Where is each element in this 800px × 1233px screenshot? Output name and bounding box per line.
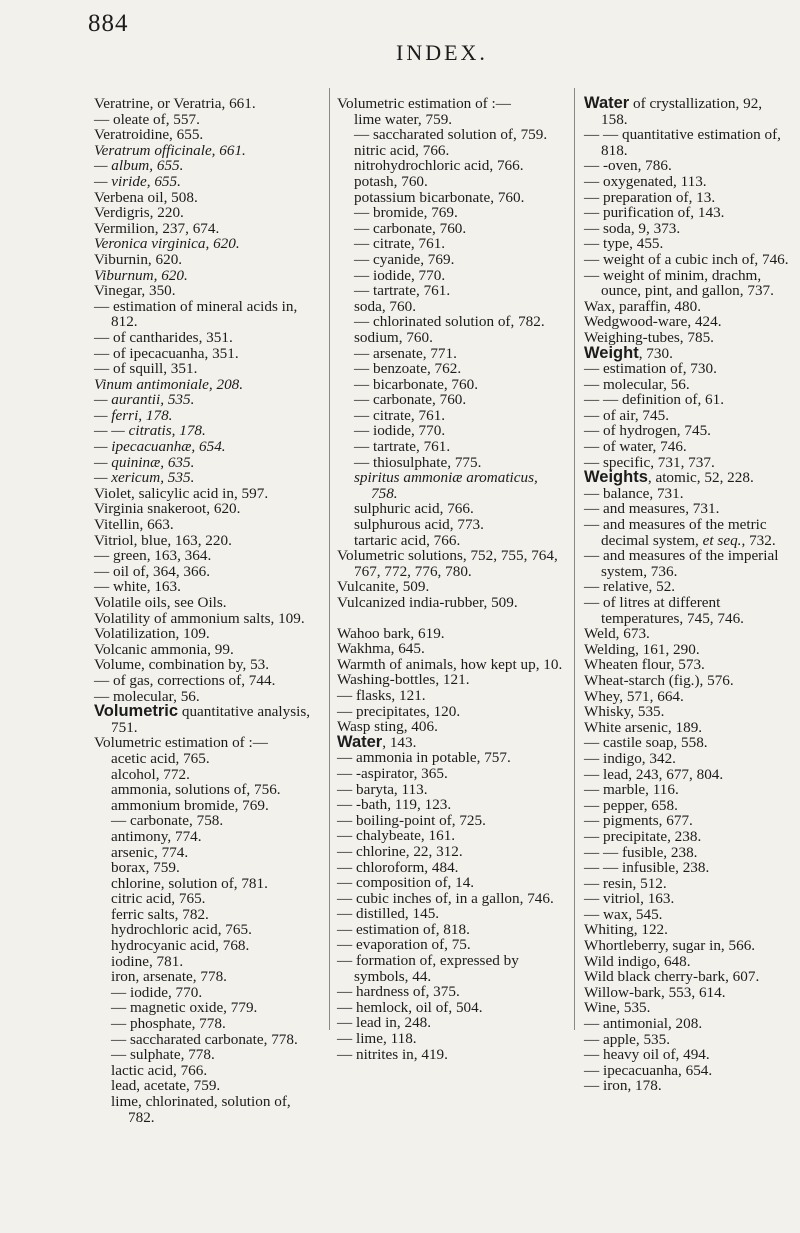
index-column-1 [94,96,320,1125]
index-entry: — weight of minim, drachm, ounce, pint, and gallon, 737. [584,266,774,300]
index-entry: lead, acetate, 759. [111,1077,221,1095]
index-entry: sodium, 760. [354,328,433,346]
index-entry [584,517,792,548]
index-entry: — of air, 745. [584,406,670,424]
index-entry: — oil of, 364, 366. [94,562,211,580]
index-entry: — arsenate, 771. [354,344,457,362]
index-entry: — specific, 731, 737. [584,453,715,471]
index-entry: ammonia, solutions of, 756. [111,781,281,799]
index-entry: — aurantii, 535. [94,391,195,409]
index-entry: Wahoo bark, 619. [337,624,445,642]
index-entry: Vulcanite, 509. [337,578,430,596]
index-entry: nitric acid, 766. [354,141,450,159]
index-entry: — carbonate, 760. [354,391,467,409]
index-entry: Wine, 535. [584,999,651,1017]
index-entry: Washing-bottles, 121. [337,671,470,689]
index-entry: — sulphate, 778. [111,1046,215,1064]
index-entry: — oxygenated, 113. [584,172,707,190]
index-column-2 [337,96,563,1062]
index-entry: — — quantitative estimation of, 818. [584,126,781,159]
index-entry: Volumetric solutions, 752, 755, 764, 767, 772, 776, 780. [337,547,558,580]
index-entry: — castile soap, 558. [584,734,708,752]
index-entry: antimony, 774. [111,827,202,845]
index-entry: Wedgwood-ware, 424. [584,313,722,331]
index-entry: Vermilion, 237, 674. [94,219,220,237]
index-entry: — balance, 731. [584,484,684,502]
index-entry: Virginia snakeroot, 620. [94,500,241,518]
index-entry: spiritus ammoniæ aromaticus, 758. [354,469,538,502]
index-entry: — and measures of the imperial system, 736. [584,547,779,580]
index-entry: Whiting, 122. [584,921,668,939]
index-entry: — ferri, 178. [94,406,173,424]
page-title: INDEX. [396,40,488,65]
index-entry: — formation of, expressed by symbols, 44. [337,952,519,985]
column-divider [329,88,330,1030]
index-entry: — boiling-point of, 725. [337,811,486,829]
entry-text: , 732. [741,531,776,549]
index-entry: — resin, 512. [584,874,667,892]
index-entry: potash, 760. [354,172,428,190]
index-entry: — xericum, 535. [94,469,195,487]
index-entry: Wakhma, 645. [337,640,425,658]
index-entry: — evaporation of, 75. [337,936,471,954]
index-entry: — — citratis, 178. [94,422,206,440]
index-entry: — — definition of, 61. [584,391,725,409]
index-entry: Wax, paraffin, 480. [584,297,702,315]
index-entry: — magnetic oxide, 779. [111,999,258,1017]
index-entry: — tartrate, 761. [354,282,451,300]
index-entry: Warmth of animals, how kept up, 10. [337,655,563,673]
index-entry: lactic acid, 766. [111,1061,208,1079]
index-entry: — relative, 52. [584,578,676,596]
index-entry: Veronica virginica, 620. [94,235,240,253]
index-entry: — antimonial, 208. [584,1015,703,1033]
index-entry: acetic acid, 765. [111,749,210,767]
index-entry: — preparation of, 13. [584,188,716,206]
index-entry: nitrohydrochloric acid, 766. [354,157,524,175]
index-entry: soda, 760. [354,297,417,315]
index-entry: — -oven, 786. [584,157,672,175]
index-entry: — wax, 545. [584,905,663,923]
index-entry: Volume, combination by, 53. [94,656,270,674]
index-entry: Violet, salicylic acid in, 597. [94,484,269,502]
index-entry: Weighing-tubes, 785. [584,328,714,346]
index-entry: — saccharated carbonate, 778. [111,1030,298,1048]
index-entry: — iodide, 770. [354,422,446,440]
index-entry: Willow-bark, 553, 614. [584,983,726,1001]
index-entry: — marble, 116. [584,781,679,799]
index-entry: — hardness of, 375. [337,983,460,1001]
index-entry: — album, 655. [94,157,184,175]
index-entry: — of ipecacuanha, 351. [94,344,239,362]
index-entry: lime, chlorinated, solution of, 782. [111,1093,291,1126]
index-entry: — oleate of, 557. [94,110,200,128]
index-entry: — -bath, 119, 123. [337,796,452,814]
index-entry: — distilled, 145. [337,905,440,923]
index-heading-rest: quantitative analysis, 751. [111,703,311,736]
index-entry: — lead in, 248. [337,1014,432,1032]
index-entry: — citrate, 761. [354,406,446,424]
index-entry: Wild indigo, 648. [584,952,691,970]
index-entry: — flasks, 121. [337,686,426,704]
index-entry: borax, 759. [111,859,180,877]
index-entry: — hemlock, oil of, 504. [337,998,483,1016]
index-entry: — -aspirator, 365. [337,764,448,782]
index-entry: alcohol, 772. [111,765,190,783]
index-entry: White arsenic, 189. [584,718,703,736]
index-heading-rest: , atomic, 52, 228. [647,469,754,487]
index-entry: Veratrum officinale, 661. [94,141,246,159]
index-entry: — viride, 655. [94,172,181,190]
index-entry: — citrate, 761. [354,235,446,253]
index-entry: — ammonia in potable, 757. [337,749,511,767]
index-entry: — lime, 118. [337,1030,417,1048]
index-heading-rest: of crystallization, 92, 158. [601,95,763,128]
index-entry [584,343,792,362]
index-entry: tartaric acid, 766. [354,531,461,549]
index-entry: — green, 163, 364. [94,547,212,565]
index-heading: Water [337,732,383,751]
index-entry: Wild black cherry-bark, 607. [584,968,760,986]
index-entry: — indigo, 342. [584,749,676,767]
index-entry: — chlorine, 22, 312. [337,842,463,860]
index-entry: sulphurous acid, 773. [354,516,484,534]
index-heading: Weight [584,343,639,362]
index-entry [94,704,320,735]
index-entry: — weight of a cubic inch of, 746. [584,250,789,268]
index-entry: — iron, 178. [584,1077,662,1095]
index-entry: — — infusible, 238. [584,859,710,877]
index-entry: Weld, 673. [584,625,650,643]
index-entry: lime water, 759. [354,110,453,128]
index-heading: Water [584,94,630,112]
index-entry: Vitellin, 663. [94,516,174,534]
index-entry: — bicarbonate, 760. [354,375,478,393]
entry-text: — and measures of the metric decimal system, [584,516,767,549]
index-entry: — phosphate, 778. [111,1015,226,1033]
index-entry: — carbonate, 760. [354,219,467,237]
index-entry: — carbonate, 758. [111,812,224,830]
index-entry: — apple, 535. [584,1030,671,1048]
index-entry: Volatility of ammonium salts, 109. [94,609,305,627]
index-entry: — molecular, 56. [94,687,200,705]
page-number: 884 [88,10,129,37]
index-entry: Volatilization, 109. [94,625,210,643]
entry-text-italic: et seq. [702,531,742,549]
index-entry [584,470,792,486]
index-entry: — molecular, 56. [584,375,690,393]
index-entry: potassium bicarbonate, 760. [354,188,525,206]
index-entry: — type, 455. [584,235,664,253]
index-entry: Vinum antimoniale, 208. [94,375,244,393]
index-entry [337,732,563,751]
index-entry: — cyanide, 769. [354,250,455,268]
index-entry: — soda, 9, 373. [584,219,681,237]
index-entry: — tartrate, 761. [354,438,451,456]
index-entry: — quininæ, 635. [94,453,195,471]
index-entry: — cubic inches of, in a gallon, 746. [337,889,554,907]
index-entry: — precipitates, 120. [337,702,461,720]
index-entry: iodine, 781. [111,952,184,970]
index-entry: — ipecacuanha, 654. [584,1061,713,1079]
index-entry: — purification of, 143. [584,204,725,222]
index-entry: hydrochloric acid, 765. [111,921,252,939]
index-entry: Wheat-starch (fig.), 576. [584,671,734,689]
index-entry: — of water, 746. [584,438,687,456]
index-entry: Welding, 161, 290. [584,640,700,658]
index-entry: Volcanic ammonia, 99. [94,640,234,658]
index-entry: — ipecacuanhæ, 654. [94,438,226,456]
index-entry: Vinegar, 350. [94,282,176,300]
index-entry: — saccharated solution of, 759. [354,126,548,144]
index-entry: Viburnum, 620. [94,266,188,284]
index-heading: Weights [584,468,648,487]
index-entry: — estimation of mineral acids in, 812. [94,297,298,331]
index-entry: Wheaten flour, 573. [584,656,705,674]
index-entry: — iodide, 770. [111,983,203,1001]
index-entry: — estimation of, 730. [584,360,717,378]
index-entry: Veratroidine, 655. [94,126,204,144]
index-entry: — chloroform, 484. [337,858,459,876]
index-entry: arsenic, 774. [111,843,189,861]
index-heading: Volumetric [94,702,179,721]
index-entry: Verdigris, 220. [94,204,184,222]
index-entry: — pigments, 677. [584,812,693,830]
index-entry: — lead, 243, 677, 804. [584,765,724,783]
index-entry: sulphuric acid, 766. [354,500,474,518]
index-entry: — chalybeate, 161. [337,827,456,845]
index-entry: — and measures, 731. [584,500,720,518]
index-entry: — vitriol, 163. [584,890,675,908]
index-entry: — heavy oil of, 494. [584,1046,710,1064]
index-entry: — pepper, 658. [584,796,678,814]
index-heading-rest: , 143. [382,733,417,751]
index-entry: — iodide, 770. [354,266,446,284]
index-entry: Volatile oils, see Oils. [94,594,227,611]
index-entry: — of hydrogen, 745. [584,422,711,440]
index-entry: Whisky, 535. [584,703,665,721]
index-entry: — nitrites in, 419. [337,1045,448,1063]
index-entry: — of cantharides, 351. [94,328,233,346]
index-entry: Veratrine, or Veratria, 661. [94,95,256,112]
index-entry: — baryta, 113. [337,780,428,798]
index-entry: Vulcanized india-rubber, 509. [337,594,518,611]
index-entry: Wasp sting, 406. [337,718,438,736]
index-entry: ammonium bromide, 769. [111,796,269,814]
index-heading-rest: , 730. [638,344,673,362]
index-entry: — estimation of, 818. [337,920,470,938]
index-entry: hydrocyanic acid, 768. [111,937,250,955]
index-entry: Verbena oil, 508. [94,188,198,206]
index-entry: — thiosulphate, 775. [354,453,482,471]
index-entry: Volumetric estimation of :— [337,95,511,112]
column-divider [574,88,575,1030]
index-entry: Volumetric estimation of :— [94,734,268,752]
index-entry: iron, arsenate, 778. [111,968,227,986]
index-entry: citric acid, 765. [111,890,206,908]
index-entry: ferric salts, 782. [111,905,209,923]
index-entry: — chlorinated solution of, 782. [354,313,545,331]
index-entry: — white, 163. [94,578,181,596]
index-entry: — benzoate, 762. [354,360,462,378]
index-entry: — bromide, 769. [354,204,458,222]
index-entry [584,96,792,127]
index-column-3 [584,96,792,1094]
index-entry: chlorine, solution of, 781. [111,874,268,892]
index-entry: Whortleberry, sugar in, 566. [584,937,756,955]
index-entry: — composition of, 14. [337,874,475,892]
index-entry: Whey, 571, 664. [584,687,684,705]
index-entry: — of gas, corrections of, 744. [94,671,276,689]
index-entry: Viburnin, 620. [94,250,183,268]
index-entry: — of litres at different temperatures, 745, 746. [584,594,744,627]
index-entry: — — fusible, 238. [584,843,698,861]
index-entry: — of squill, 351. [94,360,198,378]
index-entry: — precipitate, 238. [584,827,702,845]
index-entry: Vitriol, blue, 163, 220. [94,531,232,549]
